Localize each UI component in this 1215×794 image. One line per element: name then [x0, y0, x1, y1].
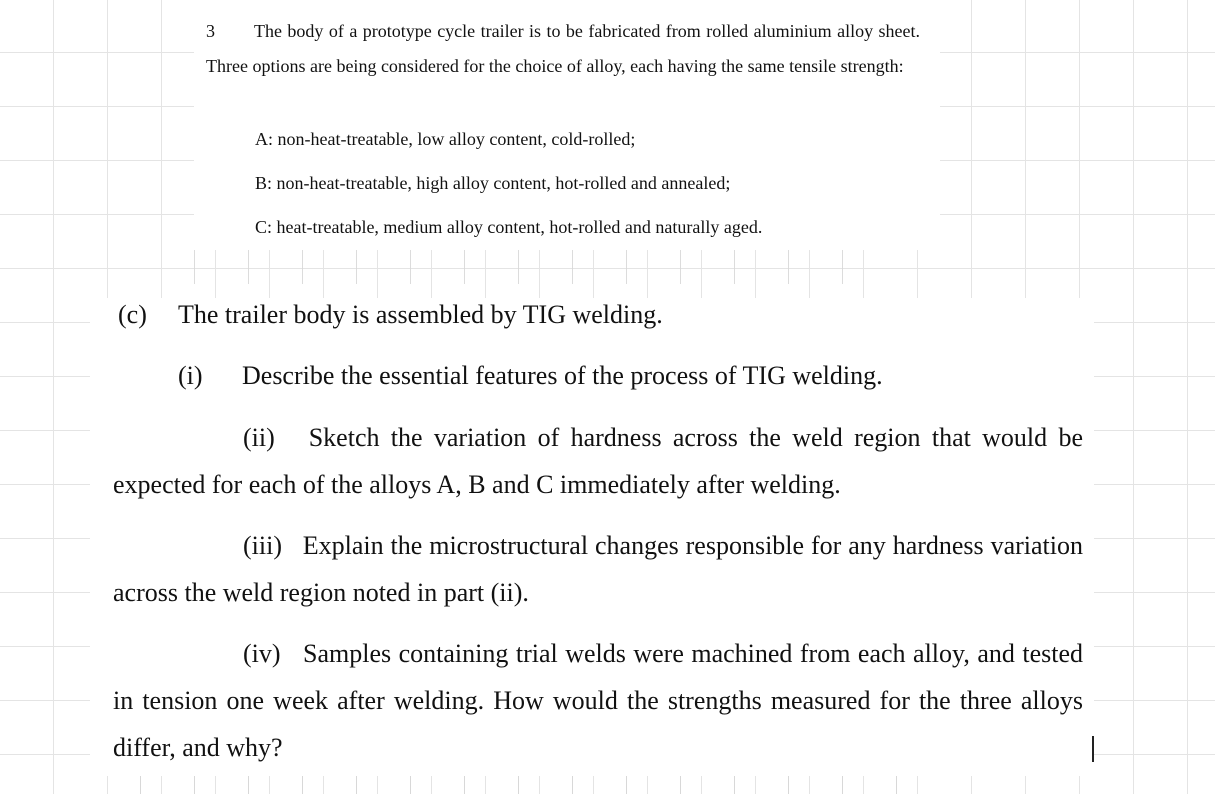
subpart-i: [178, 361, 883, 391]
alloy-option-b: B: non-heat-treatable, high alloy content, hot-rolled and annealed;: [255, 173, 731, 193]
subpart-iii-label: (iii): [243, 531, 282, 560]
question-intro: [206, 14, 920, 84]
part-c-text: The trailer body is assembled by TIG welding.: [178, 300, 663, 329]
subpart-i-text: Describe the essential features of the process of TIG welding.: [242, 361, 883, 390]
grid-tick-row: [194, 250, 894, 284]
subpart-iv: [113, 630, 1083, 771]
subpart-i-label: (i): [178, 361, 203, 390]
alloy-option-a: A: non-heat-treatable, low alloy content, cold-rolled;: [255, 129, 636, 149]
question-intro-text: The body of a prototype cycle trailer is to be fabricated from rolled aluminium alloy sheet. Three options are being considered for the choice of alloy, each having the same tensile strength:: [206, 21, 920, 76]
subpart-iii-text: Explain the microstructural changes responsible for any hardness variation across the weld region noted in part (ii).: [113, 531, 1083, 607]
part-c-label: (c): [118, 300, 147, 329]
subpart-iv-text: Samples containing trial welds were machined from each alloy, and tested in tension one week after welding. How would the strengths measured for the three alloys differ, and why?: [113, 639, 1083, 762]
subpart-iii: [113, 522, 1083, 616]
subpart-ii-label: (ii): [243, 423, 275, 452]
text-cursor[interactable]: [1092, 736, 1094, 762]
subpart-iv-label: (iv): [243, 639, 281, 668]
subpart-ii: [113, 414, 1083, 508]
question-number: 3: [206, 21, 215, 41]
subpart-ii-text: Sketch the variation of hardness across the weld region that would be expected for each of the alloys A, B and C immediately after welding.: [113, 423, 1084, 499]
grid-bottom-ticks: [140, 776, 940, 794]
part-c-heading: [118, 300, 663, 330]
alloy-option-c: C: heat-treatable, medium alloy content, hot-rolled and naturally aged.: [255, 217, 763, 237]
